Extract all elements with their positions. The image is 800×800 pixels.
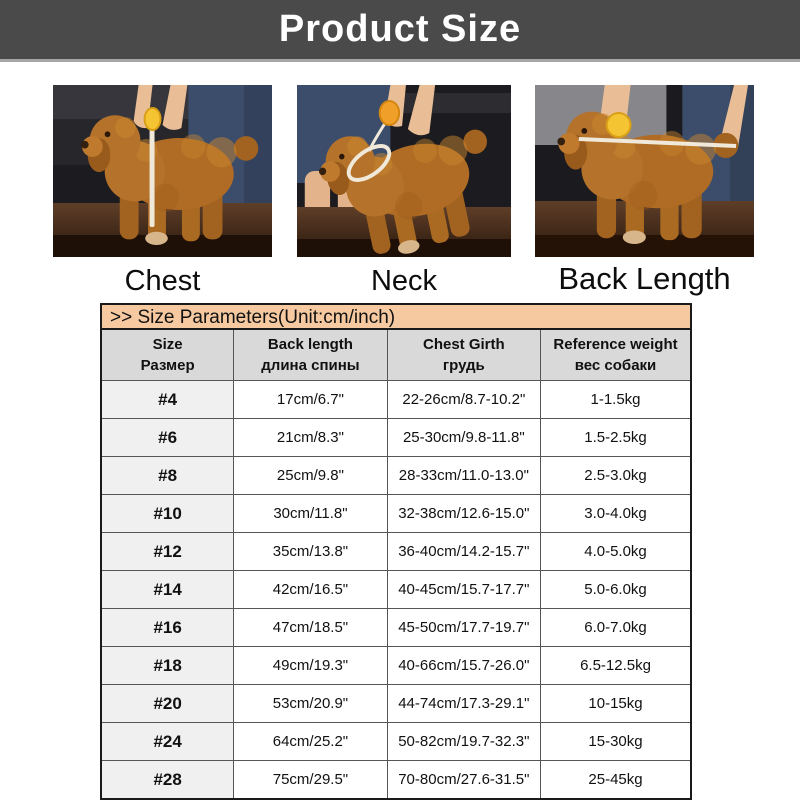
photo-back-length (535, 85, 754, 297)
table-row (101, 571, 691, 609)
col-header-size (101, 329, 234, 381)
table-row (101, 419, 691, 457)
size-table-body (101, 381, 691, 800)
col-header-reference-weight-ru: вес собаки (574, 357, 657, 374)
table-row (101, 723, 691, 761)
table-row (101, 457, 691, 495)
col-header-back-length-en: Back length (267, 336, 353, 353)
size-cell: #12 (101, 533, 234, 571)
back-length-cell: 25cm/9.8" (234, 457, 387, 495)
size-parameters-section (100, 303, 692, 800)
weight-cell: 4.0-5.0kg (541, 533, 691, 571)
table-row (101, 761, 691, 800)
back-length-cell: 47cm/18.5" (234, 609, 387, 647)
header-row (101, 329, 691, 381)
chest-girth-cell: 40-45cm/15.7-17.7" (387, 571, 540, 609)
photo-neck (297, 85, 511, 298)
photo-label-chest: Chest (124, 265, 201, 297)
chest-girth-cell: 36-40cm/14.2-15.7" (387, 533, 540, 571)
col-header-back-length (234, 329, 387, 381)
weight-cell: 3.0-4.0kg (541, 495, 691, 533)
col-header-reference-weight-en: Reference weight (553, 336, 678, 353)
size-cell: #8 (101, 457, 234, 495)
back-length-cell: 35cm/13.8" (234, 533, 387, 571)
back-length-cell: 17cm/6.7" (234, 381, 387, 419)
chest-girth-cell: 44-74cm/17.3-29.1" (387, 685, 540, 723)
back-length-cell: 75cm/29.5" (234, 761, 387, 800)
back-length-cell: 42cm/16.5" (234, 571, 387, 609)
measurement-photos (0, 62, 800, 303)
page-title: Product Size (278, 8, 522, 50)
size-cell: #18 (101, 647, 234, 685)
chest-girth-cell: 45-50cm/17.7-19.7" (387, 609, 540, 647)
back-length-cell: 49cm/19.3" (234, 647, 387, 685)
table-row (101, 533, 691, 571)
back-length-cell: 21cm/8.3" (234, 419, 387, 457)
size-table (100, 328, 692, 800)
size-cell: #20 (101, 685, 234, 723)
size-cell: #16 (101, 609, 234, 647)
col-header-chest-girth (387, 329, 540, 381)
banner (0, 0, 800, 62)
back-length-measure-photo (535, 85, 754, 257)
weight-cell: 1-1.5kg (541, 381, 691, 419)
size-cell: #10 (101, 495, 234, 533)
weight-cell: 6.0-7.0kg (541, 609, 691, 647)
size-cell: #14 (101, 571, 234, 609)
col-header-reference-weight (541, 329, 691, 381)
weight-cell: 15-30kg (541, 723, 691, 761)
chest-girth-cell: 32-38cm/12.6-15.0" (387, 495, 540, 533)
col-header-size-ru: Размер (140, 357, 195, 374)
weight-cell: 10-15kg (541, 685, 691, 723)
size-cell: #28 (101, 761, 234, 800)
chest-girth-cell: 50-82cm/19.7-32.3" (387, 723, 540, 761)
size-cell: #4 (101, 381, 234, 419)
weight-cell: 6.5-12.5kg (541, 647, 691, 685)
chest-measure-photo (53, 85, 272, 257)
weight-cell: 2.5-3.0kg (541, 457, 691, 495)
photo-label-neck: Neck (370, 265, 438, 297)
table-row (101, 495, 691, 533)
weight-cell: 1.5-2.5kg (541, 419, 691, 457)
table-row (101, 685, 691, 723)
weight-cell: 25-45kg (541, 761, 691, 800)
table-row (101, 381, 691, 419)
back-length-cell: 53cm/20.9" (234, 685, 387, 723)
col-header-chest-girth-en: Chest Girth (422, 336, 505, 353)
chest-girth-cell: 25-30cm/9.8-11.8" (387, 419, 540, 457)
col-header-back-length-ru: длина спины (261, 357, 360, 374)
col-header-size-en: Size (152, 336, 183, 353)
table-row (101, 609, 691, 647)
size-table-title: >> Size Parameters(Unit:cm/inch) (100, 303, 692, 328)
photo-chest (53, 85, 272, 298)
photo-label-back-length: Back Length (558, 261, 731, 296)
chest-girth-cell: 28-33cm/11.0-13.0" (387, 457, 540, 495)
back-length-cell: 64cm/25.2" (234, 723, 387, 761)
neck-measure-photo (297, 85, 511, 257)
weight-cell: 5.0-6.0kg (541, 571, 691, 609)
back-length-cell: 30cm/11.8" (234, 495, 387, 533)
col-header-chest-girth-ru: грудь (442, 357, 485, 374)
size-cell: #24 (101, 723, 234, 761)
size-cell: #6 (101, 419, 234, 457)
size-table-head (101, 329, 691, 381)
chest-girth-cell: 70-80cm/27.6-31.5" (387, 761, 540, 800)
chest-girth-cell: 40-66cm/15.7-26.0" (387, 647, 540, 685)
chest-girth-cell: 22-26cm/8.7-10.2" (387, 381, 540, 419)
table-row (101, 647, 691, 685)
